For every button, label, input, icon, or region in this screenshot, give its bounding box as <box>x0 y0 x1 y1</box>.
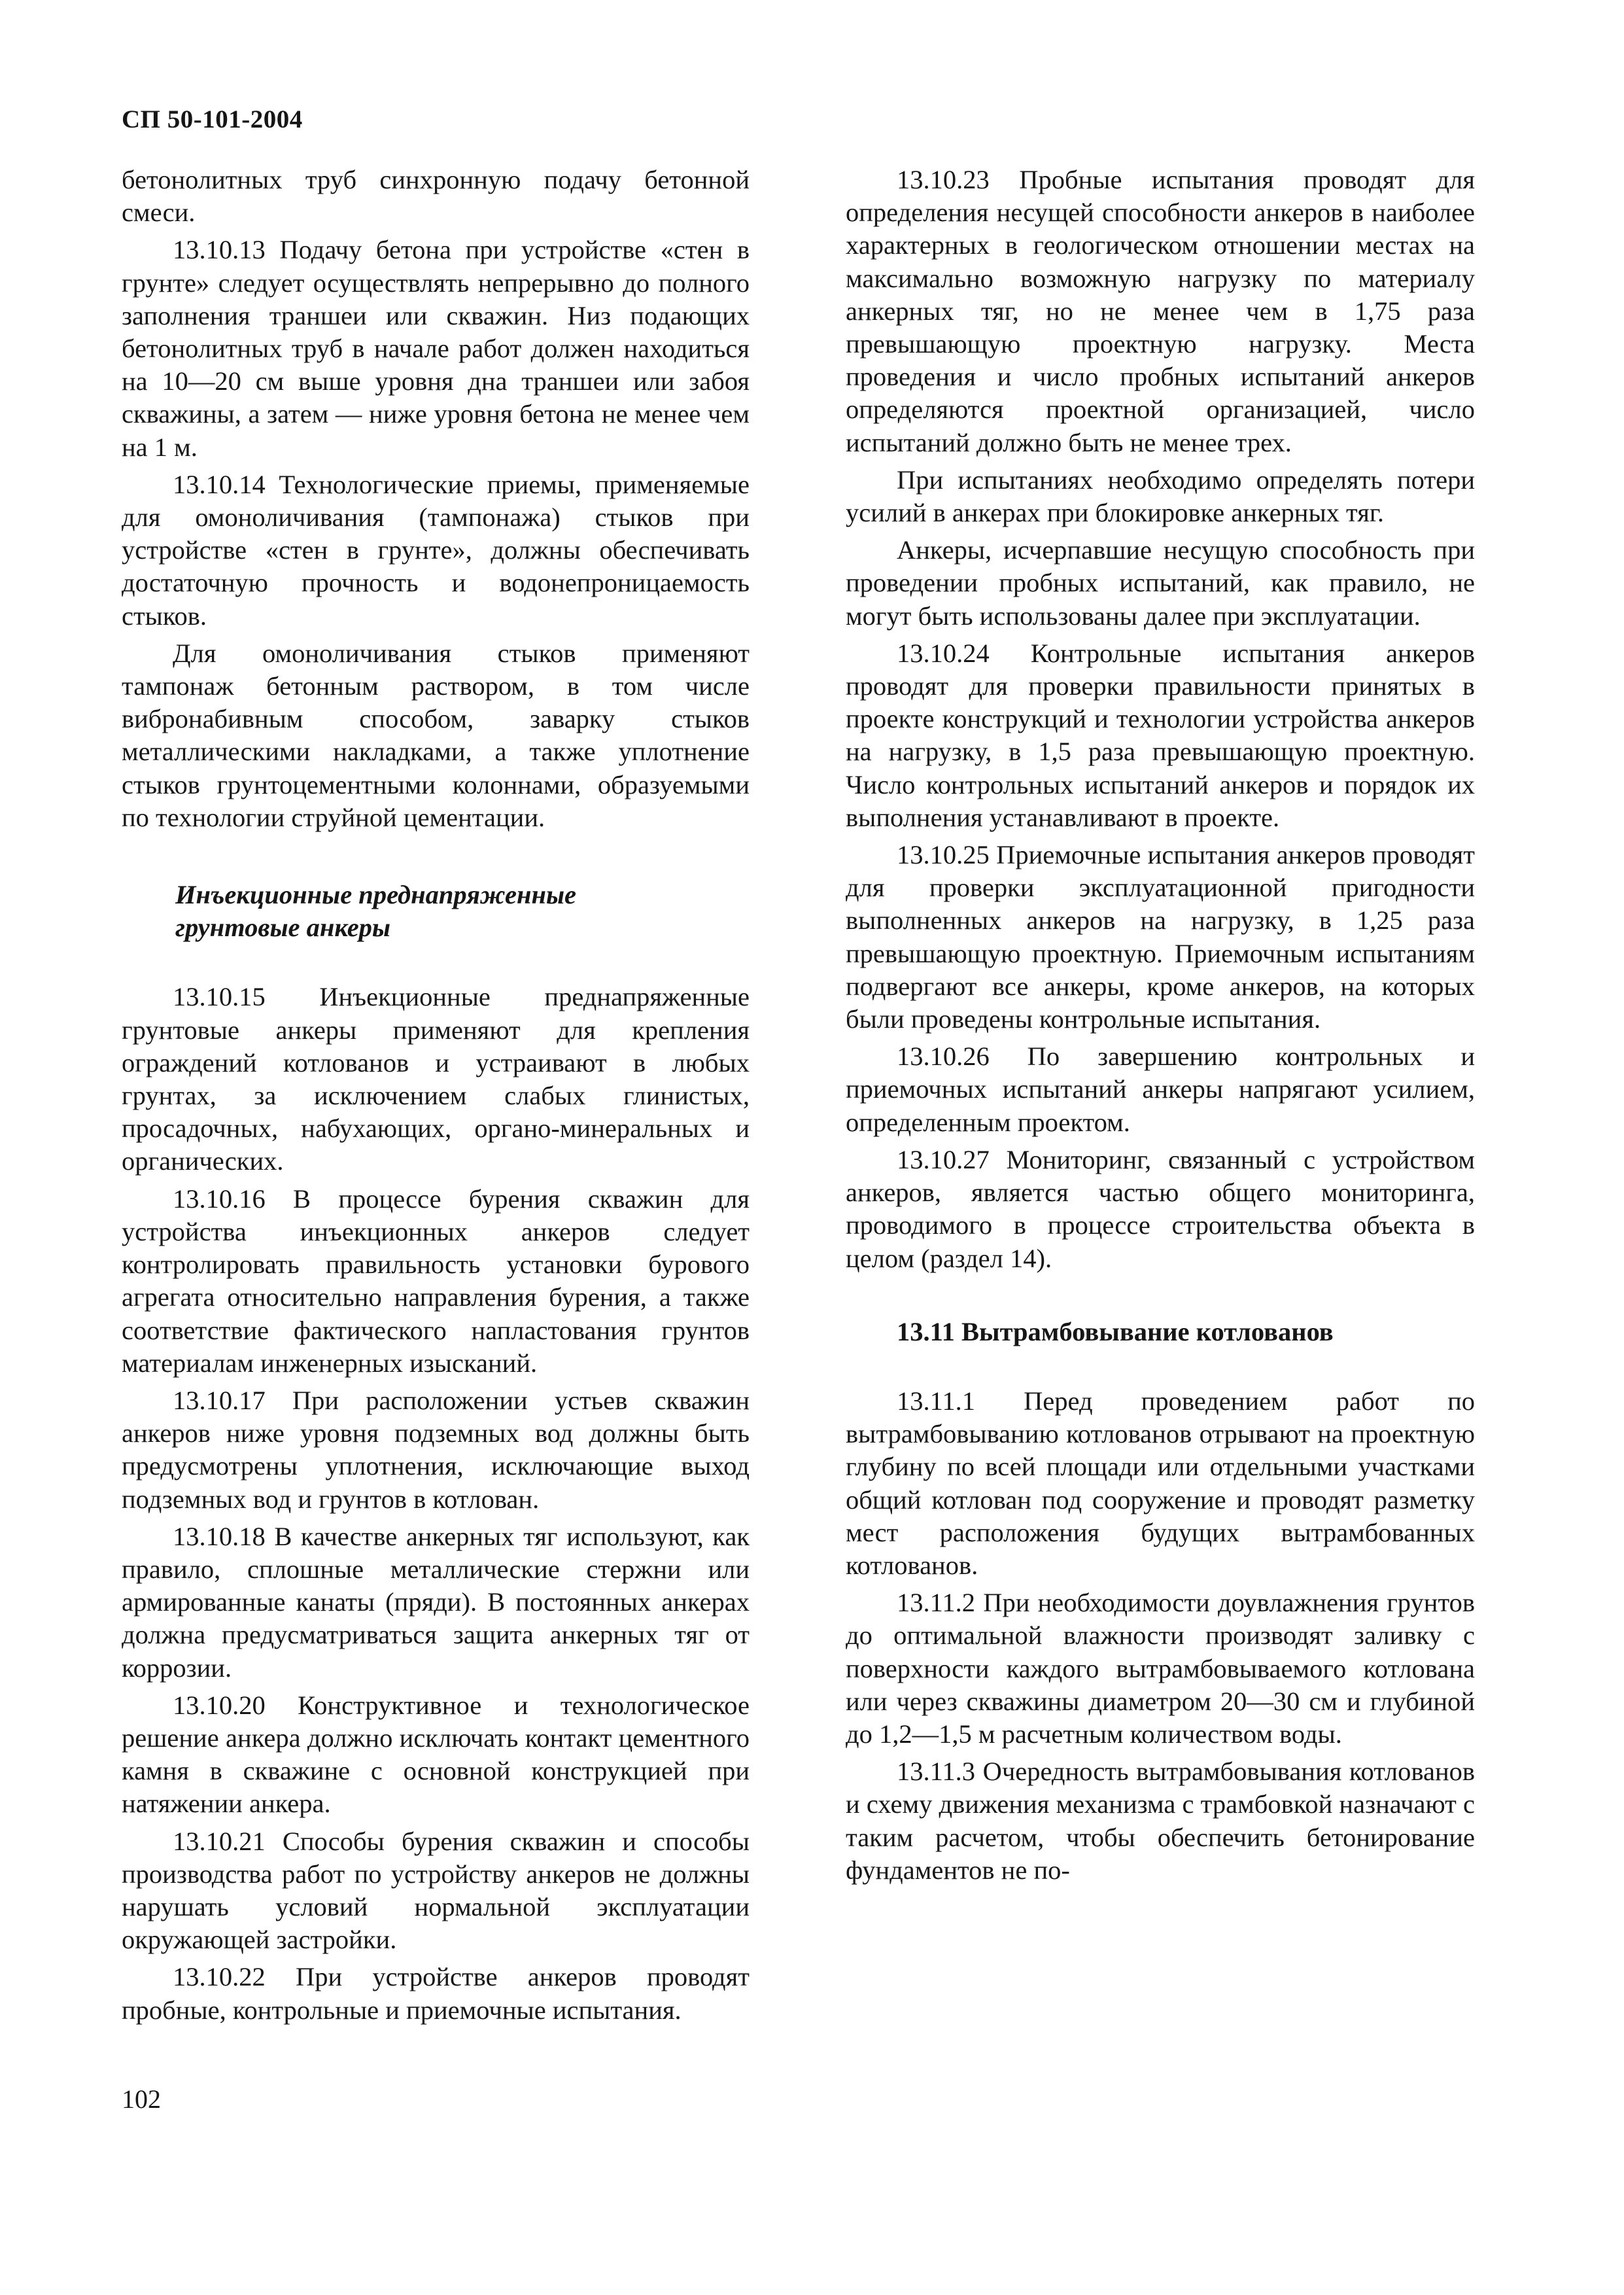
paragraph: 13.10.15 Инъекционные преднапряженные грунтовые анкеры применяют для крепления ограждений котлованов и устраивают в любых грунтах, за исключением слабых глинистых, просадочных, набухающих, органо-минеральных и органических. <box>122 982 750 1176</box>
paragraph: Анкеры, исчерпавшие несущую способность при проведении пробных испытаний, как правило, не могут быть использованы далее при эксплуатации. <box>846 535 1475 631</box>
paragraph: 13.10.13 Подачу бетона при устройстве «стен в грунте» следует осуществлять непрерывно до полного заполнения траншеи или скважин. Низ подающих бетонолитных труб в начале работ должен находиться на 10—20 см выше уровня дна траншеи или забоя скважины, а затем — ниже уровня бетона не менее чем на 1 м. <box>122 235 750 462</box>
paragraph: 13.10.14 Технологические приемы, применяемые для омоноличивания (тампонажа) стыков при устройстве «стен в грунте», должны обеспечивать достаточную прочность и водонепроницаемость стыков. <box>122 469 750 631</box>
paragraph: 13.11.3 Очередность вытрамбовывания котлованов и схему движения механизма с трамбовкой назначают с таким расчетом, чтобы обеспечить бетонирование фундаментов не по- <box>846 1757 1475 1885</box>
document-code-header: СП 50-101-2004 <box>122 105 303 133</box>
paragraph: 13.11.1 Перед проведением работ по вытрамбовыванию котлованов отрывают на проектную глубину по всей площади или отдельными участками общий котлован под сооружение и проводят разметку мест расположения будущих вытрамбованных котлованов. <box>846 1386 1475 1580</box>
section-heading: 13.11 Вытрамбовывание котлованов <box>897 1316 1334 1346</box>
paragraph: 13.10.17 При расположении устьев скважин анкеров ниже уровня подземных вод должны быть предусмотрены уплотнения, исключающие выход подземных вод и грунтов в котлован. <box>122 1385 750 1514</box>
paragraph: 13.10.21 Способы бурения скважин и способы производства работ по устройству анкеров не должны нарушать условий нормальной эксплуатации окружающей застройки. <box>122 1826 750 1955</box>
paragraph: 13.10.27 Мониторинг, связанный с устройством анкеров, является частью общего мониторинга, проводимого в процессе строительства объекта в целом (раздел 14). <box>846 1144 1475 1273</box>
paragraph: 13.10.24 Контрольные испытания анкеров проводят для проверки правильности принятых в проекте конструкций и технологии устройства анкеров на нагрузку, в 1,5 раза превышающую проектную. Число контрольных испытаний анкеров и порядок их выполнения устанавливают в проекте. <box>846 638 1475 832</box>
paragraph: 13.10.23 Пробные испытания проводят для определения несущей способности анкеров в наиболее характерных в геологическом отношении местах на максимально возможную нагрузку по материалу анкерных тяг, но не менее чем в 1,75 раза превышающую проектную нагрузку. Места проведения и число пробных испытаний анкеров определяются проектной организацией, число испытаний должно быть не менее трех. <box>846 165 1475 457</box>
paragraph: 13.10.26 По завершению контрольных и приемочных испытаний анкеры напрягают усилием, определенным проектом. <box>846 1042 1475 1137</box>
page-number: 102 <box>122 2084 161 2114</box>
subsection-heading-line: Инъекционные преднапряженные <box>175 880 577 910</box>
right-column <box>846 164 1475 1891</box>
paragraph: 13.11.2 При необходимости доувлажнения грунтов до оптимальной влажности производят заливку с поверхности каждого вытрамбовываемого котлована или через скважины диаметром 20—30 см и глубиной до 1,2—1,5 м расчетным количеством воды. <box>846 1588 1475 1749</box>
subsection-heading-line: грунтовые анкеры <box>175 913 391 943</box>
paragraph: 13.10.18 В качестве анкерных тяг используют, как правило, сплошные металлические стержни или армированные канаты (пряди). В постоянных анкерах должна предусматриваться защита анкерных тяг от коррозии. <box>122 1521 750 1683</box>
paragraph: 13.10.20 Конструктивное и технологическое решение анкера должно исключать контакт цементного камня в скважине с основной конструкцией при натяжении анкера. <box>122 1690 750 1819</box>
paragraph: Для омоноличивания стыков применяют тампонаж бетонным раствором, в том числе вибронабивным способом, заварку стыков металлическими накладками, а также уплотнение стыков грунтоцементными колоннами, образуемыми по технологии струйной цементации. <box>122 638 750 832</box>
left-column <box>122 164 750 2031</box>
subsection-heading <box>122 879 750 944</box>
paragraph: 13.10.16 В процессе бурения скважин для устройства инъекционных анкеров следует контролировать правильность установки бурового агрегата относительно направления бурения, а также соответствие фактического напластования грунтов материалам инженерных изысканий. <box>122 1183 750 1378</box>
paragraph: 13.10.22 При устройстве анкеров проводят пробные, контрольные и приемочные испытания. <box>122 1962 750 2025</box>
paragraph: 13.10.25 Приемочные испытания анкеров проводят для проверки эксплуатационной пригодности выполненных анкеров на нагрузку, в 1,25 раза превышающую проектную. Приемочным испытаниям подвергают все анкеры, кроме анкеров, на которых были проведены контрольные испытания. <box>846 840 1475 1034</box>
paragraph: бетонолитных труб синхронную подачу бетонной смеси. <box>122 165 750 228</box>
paragraph: При испытаниях необходимо определять потери усилий в анкерах при блокировке анкерных тяг. <box>846 464 1475 528</box>
